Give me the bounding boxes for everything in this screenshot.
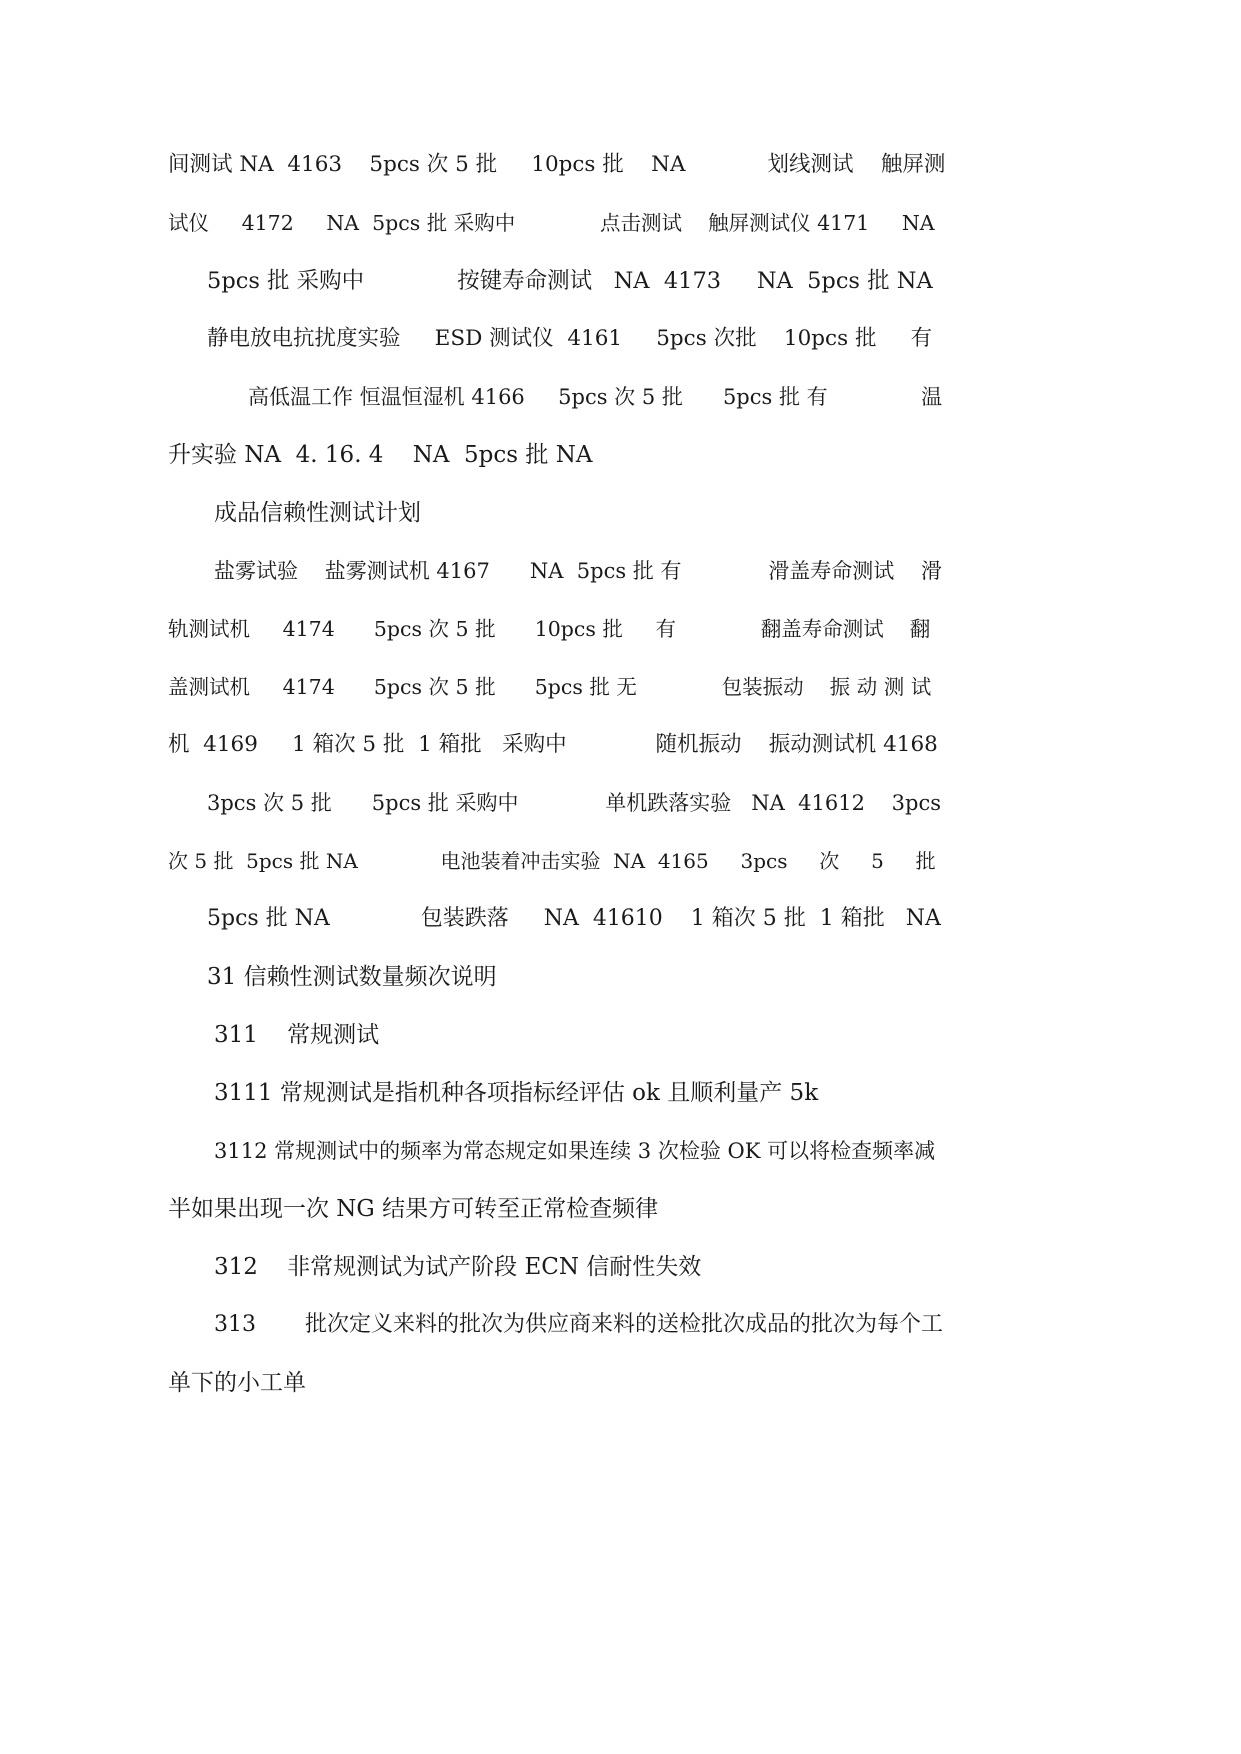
text-line: 5pcs 批 NA 包装跌落 NA 41610 1 箱次 5 批 1 箱批 NA [207,906,941,931]
text-line: 单下的小工单 [168,1370,306,1396]
text-line: 盖测试机 4174 5pcs 次 5 批 5pcs 批 无 包装振动 振 动 测 试 [168,675,932,699]
text-line: 3112 常规测试中的频率为常态规定如果连续 3 次检验 OK 可以将检查频率减 [214,1139,936,1163]
text-line: 半如果出现一次 NG 结果方可转至正常检查频律 [168,1196,659,1222]
text-line: 3pcs 次 5 批 5pcs 批 采购中 单机跌落实验 NA 41612 3pcs [207,791,942,815]
text-line: 3111 常规测试是指机种各项指标经评估 ok 且顺利量产 5k [214,1080,819,1106]
text-line: 机 4169 1 箱次 5 批 1 箱批 采购中 随机振动 振动测试机 4168 [168,732,938,757]
text-line: 试仪 4172 NA 5pcs 批 采购中 点击测试 触屏测试仪 4171 NA [168,211,935,235]
section-heading: 成品信赖性测试计划 [214,500,421,526]
text-line: 5pcs 批 采购中 按键寿命测试 NA 4173 NA 5pcs 批 NA [207,268,933,294]
text-line: 次 5 批 5pcs 批 NA 电池装着冲击实验 NA 4165 3pcs 次 5 批 [168,849,936,873]
section-heading: 31 信赖性测试数量频次说明 [207,964,497,990]
text-line: 间测试 NA 4163 5pcs 次 5 批 10pcs 批 NA 划线测试 触屏测 [168,152,946,177]
text-line: 高低温工作 恒温恒湿机 4166 5pcs 次 5 批 5pcs 批 有 温 [248,385,943,409]
text-line: 313 批次定义来料的批次为供应商来料的送检批次成品的批次为每个工 [214,1312,943,1337]
text-line: 轨测试机 4174 5pcs 次 5 批 10pcs 批 有 翻盖寿命测试 翻 [168,617,931,641]
subsection-heading: 311 常规测试 [214,1022,380,1048]
text-line: 盐雾试验 盐雾测试机 4167 NA 5pcs 批 有 滑盖寿命测试 滑 [214,559,942,583]
text-line: 升实验 NA 4. 16. 4 NA 5pcs 批 NA [168,442,593,468]
text-line: 静电放电抗扰度实验 ESD 测试仪 4161 5pcs 次批 10pcs 批 有 [207,326,933,351]
text-line: 312 非常规测试为试产阶段 ECN 信耐性失效 [214,1254,702,1280]
